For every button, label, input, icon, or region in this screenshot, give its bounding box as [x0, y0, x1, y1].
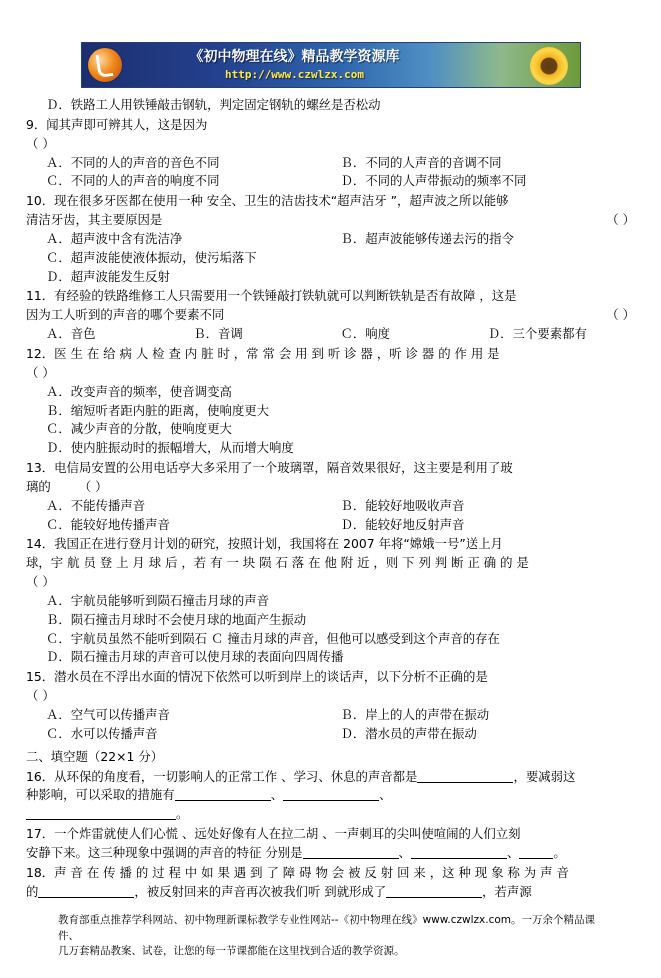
- question-18-text-1: 声 音 在 传 播 的 过 程 中 如 果 遇 到 了 障 碍 物 会 被 反 射 回 来 ，这 种 现 象 称 为 声 音: [54, 864, 569, 880]
- question-11-text-1: 有经验的铁路维修工人只需要用一个铁锤敲打铁轨就可以判断铁轨是否有故障 ，这是: [54, 288, 517, 304]
- question-16: [26, 768, 635, 825]
- question-11-options-row-1: [26, 325, 635, 344]
- question-9-option-b[interactable]: Ｂ．不同的人声音的音调不同: [340, 154, 502, 170]
- exam-content: [0, 88, 661, 901]
- question-17: [26, 825, 635, 863]
- question-13-options-row-2: [26, 516, 635, 535]
- question-14-option-a[interactable]: Ａ．宇航员能够听到陨石撞击月球的声音: [46, 592, 270, 608]
- question-12-text-1: 医 生 在 给 病 人 检 查 内 脏 时 ，常 常 会 用 到 听 诊 器 ，听 诊 器 的 作 用 是: [54, 345, 500, 361]
- question-10-option-b[interactable]: Ｂ．超声波能够传递去污的指令: [340, 230, 514, 246]
- question-13-text-2: 璃的: [26, 478, 51, 494]
- question-15-options-row-1: [26, 706, 635, 725]
- banner-title: 《初中物理在线》精品教学资源库: [189, 49, 400, 65]
- question-9-text: 闻其声即可辨其人，这是因为: [46, 116, 208, 132]
- question-11-stem-line-2: [26, 306, 635, 325]
- question-16-line-3: [26, 805, 635, 824]
- question-15-bracket[interactable]: （ ）: [26, 688, 55, 704]
- question-13-options-row-1: [26, 497, 635, 516]
- flame-logo-icon: [88, 48, 122, 82]
- question-14: [26, 535, 635, 667]
- question-9-stem: [26, 116, 635, 135]
- question-12-number: 12．: [26, 345, 55, 361]
- question-16-blank-2[interactable]: [175, 788, 271, 801]
- question-17-blank-3[interactable]: [519, 846, 553, 859]
- question-16-text-3a: 。: [176, 806, 189, 822]
- question-12-bracket[interactable]: （ ）: [26, 364, 55, 380]
- question-16-line-2: [26, 786, 635, 805]
- question-9-options-row-1: [26, 154, 635, 173]
- section-2-title: 二、填空题（22×1 分）: [26, 748, 164, 764]
- question-16-text-1a: 从环保的角度看，一切影响人的正常工作 、学习、休息的声音都是: [54, 768, 418, 784]
- question-13-stem-line-2: [26, 478, 635, 497]
- question-14-number: 14．: [26, 536, 55, 552]
- question-14-stem-line-2: 球，宇 航 员 登 上 月 球 后 ，若 有 一 块 陨 石 落 在 他 附 近 ，则 下 列 判 断 正 确 的 是: [26, 555, 529, 571]
- question-10-bracket[interactable]: （ ）: [606, 212, 635, 228]
- question-14-option-c[interactable]: Ｃ．宇航员虽然不能听到陨石 Ｃ 撞击月球的声音，但他可以感受到这个声音的存在: [46, 630, 500, 646]
- question-15-options-row-2: [26, 725, 635, 744]
- question-11-stem-line-1: [26, 287, 635, 306]
- question-18-blank-1[interactable]: [38, 885, 134, 898]
- question-15: [26, 668, 635, 743]
- question-10-text-2: 清洁牙齿，其主要原因是: [26, 212, 163, 228]
- question-17-line-1: [26, 825, 635, 844]
- question-14-option-d[interactable]: Ｄ．陨石撞击月球的声音可以使月球的表面向四周传播: [46, 649, 344, 665]
- question-18: [26, 864, 635, 902]
- question-11-text-2: 因为工人听到的声音的哪个要素不同: [26, 307, 225, 323]
- question-18-blank-2[interactable]: [386, 885, 482, 898]
- question-14-stem-line-1: [26, 535, 635, 554]
- question-15-option-c[interactable]: Ｃ．水可以传播声音: [46, 725, 158, 741]
- question-13-option-b[interactable]: Ｂ．能较好地吸收声音: [340, 497, 465, 513]
- question-16-blank-1[interactable]: [417, 770, 513, 783]
- question-18-text-2a: 的: [26, 883, 39, 899]
- question-9-option-a[interactable]: Ａ．不同的人的声音的音色不同: [46, 154, 220, 170]
- question-10-option-d[interactable]: Ｄ．超声波能发生反射: [46, 268, 170, 284]
- question-15-option-b[interactable]: Ｂ．岸上的人的声带在振动: [340, 707, 490, 722]
- question-16-sep-2: 、: [379, 787, 392, 803]
- question-14-option-b[interactable]: Ｂ．陨石撞击月球时不会使月球的地面产生振动: [46, 611, 307, 627]
- question-16-sep-1: 、: [270, 787, 284, 803]
- document-page: [0, 42, 661, 978]
- question-10-number: 10．: [26, 193, 55, 209]
- question-13-bracket[interactable]: （ ）: [78, 478, 108, 494]
- question-15-number: 15．: [26, 669, 55, 685]
- question-11-option-c[interactable]: Ｃ．响度: [340, 326, 391, 342]
- question-10-options-row-1: [26, 230, 635, 249]
- question-13-stem-line-1: [26, 459, 635, 478]
- question-15-option-d[interactable]: Ｄ．潜水员的声带在振动: [340, 725, 477, 741]
- question-17-text-2a: 安静下来。这三种现象中强调的声音的特征 分别是: [26, 844, 303, 860]
- question-12-option-b[interactable]: Ｂ．缩短听者距内脏的距离，使响度更大: [46, 402, 270, 418]
- question-9-options-row-2: [26, 172, 635, 191]
- question-16-line-1: [26, 768, 635, 787]
- question-16-text-1b: ，要减弱这: [513, 768, 576, 784]
- footer-line-2: 几万套精品教案、试卷，让您的每一节课都能在这里找到合适的教学资源。: [58, 945, 405, 958]
- footer-line-1: 教育部重点推荐学科网站、初中物理新课标教学专业性网站--《初中物理在线》www.czwlzx.com。一万余个精品课件、: [58, 913, 595, 942]
- question-10-stem-line-1: [26, 192, 635, 211]
- question-17-sep-2: 、: [506, 844, 520, 860]
- question-9-bracket[interactable]: （ ）: [26, 135, 55, 151]
- question-15-stem-line-1: [26, 668, 635, 687]
- question-10-option-a[interactable]: Ａ．超声波中含有洗洁净: [46, 230, 183, 246]
- question-13: [26, 459, 635, 534]
- question-11-option-d[interactable]: Ｄ．三个要素都有: [487, 326, 587, 342]
- sunflower-icon: [530, 47, 568, 85]
- banner-text: [130, 46, 460, 81]
- question-11-number: 11．: [26, 288, 55, 304]
- question-18-line-1: [26, 864, 635, 883]
- question-15-text-1: 潜水员在不浮出水面的情况下依然可以听到岸上的谈话声，以下分析不正确的是: [54, 669, 488, 685]
- question-12: [26, 345, 635, 458]
- question-13-option-c[interactable]: Ｃ．能较好地传播声音: [46, 516, 170, 532]
- question-10-option-c[interactable]: Ｃ．超声波能使液体振动，使污垢落下: [46, 249, 257, 265]
- site-banner: [81, 42, 581, 88]
- question-18-text-2c: ，若声源: [482, 883, 532, 899]
- question-9-number: 9．: [26, 116, 47, 132]
- question-17-sep-1: 、: [398, 844, 411, 860]
- question-12-option-d[interactable]: Ｄ．使内脏振动时的振幅增大，从而增大响度: [46, 440, 294, 456]
- question-14-bracket[interactable]: （ ）: [26, 574, 55, 590]
- question-9-option-c[interactable]: Ｃ．不同的人的声音的响度不同: [46, 173, 220, 189]
- banner-url[interactable]: http://www.czwlzx.com: [224, 68, 365, 81]
- question-17-text-1: 一个炸雷就使人们心慌 、远处好像有人在拉二胡 、一声刺耳的尖叫使喧闹的人们立刻: [54, 826, 521, 842]
- question-10-text-1: 现在很多牙医都在使用一种 安全、卫生的洁齿技术“超声洁牙 ”，超声波之所以能够: [54, 193, 509, 209]
- question-11: [26, 287, 635, 344]
- question-14-text-1: 我国正在进行登月计划的研究，按照计划，我国将在 2007 年将“嫦娥一号”送上月: [54, 536, 503, 552]
- question-18-line-2: [26, 883, 635, 902]
- question-15-option-a[interactable]: Ａ．空气可以传播声音: [46, 707, 170, 722]
- question-16-blank-3[interactable]: [283, 788, 379, 801]
- question-13-number: 13．: [26, 460, 55, 476]
- question-9-option-d[interactable]: Ｄ．不同的人声带振动的频率不同: [340, 173, 527, 189]
- question-18-text-2b: ，被反射回来的声音再次被我们听 到就形成了: [134, 883, 387, 899]
- question-11-option-a[interactable]: Ａ．音色: [46, 326, 96, 342]
- question-12-option-c[interactable]: Ｃ．减少声音的分散，使响度更大: [46, 421, 232, 437]
- question-17-blank-2[interactable]: [411, 846, 507, 859]
- page-footer: [0, 913, 661, 960]
- question-8-option-d: Ｄ．铁路工人用铁锤敲击钢轨，判定固定钢轨的螺丝是否松动: [46, 97, 381, 112]
- question-16-text-2a: 种影响，可以采取的措施有: [26, 787, 175, 803]
- question-17-text-2d: 。: [553, 844, 566, 860]
- question-18-number: 18．: [26, 864, 55, 880]
- question-17-number: 17．: [26, 826, 55, 842]
- question-11-option-b[interactable]: Ｂ．音调: [193, 326, 243, 342]
- question-17-blank-1[interactable]: [303, 846, 399, 859]
- question-9: [26, 116, 635, 191]
- question-11-bracket[interactable]: （ ）: [606, 307, 635, 323]
- question-12-option-a[interactable]: Ａ．改变声音的频率，使音调变高: [46, 383, 232, 399]
- question-13-text-1: 电信局安置的公用电话亭大多采用了一个玻璃罩，隔音效果很好，这主要是利用了玻: [54, 460, 513, 476]
- question-13-option-a[interactable]: Ａ．不能传播声音: [46, 497, 146, 513]
- question-16-blank-4[interactable]: [26, 807, 176, 820]
- question-10: [26, 192, 635, 286]
- question-17-line-2: [26, 844, 635, 863]
- question-16-number: 16．: [26, 768, 55, 784]
- question-10-stem-line-2: [26, 211, 635, 230]
- question-13-option-d[interactable]: Ｄ．能较好地反射声音: [340, 516, 465, 532]
- question-12-stem-line-1: [26, 345, 635, 364]
